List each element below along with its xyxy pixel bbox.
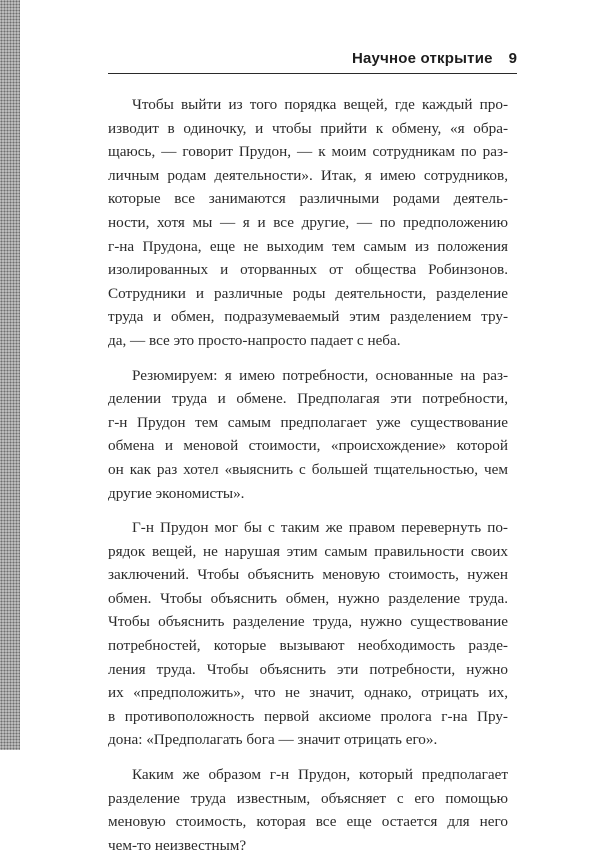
text-line: потребностей, которые вызывают необходимость разде- <box>108 637 508 655</box>
text-line: дона: «Предполагать бога — значит отрицать его». <box>108 731 438 749</box>
text-line: Резюмируем: я имею потребности, основанные на раз- <box>132 366 508 384</box>
paragraph <box>108 763 508 857</box>
text-line: Чтобы выйти из того порядка вещей, где каждый про- <box>132 96 508 113</box>
body-text <box>108 93 508 868</box>
text-line: Сотрудники и различные роды деятельности, разделение <box>108 284 508 302</box>
running-header <box>108 50 517 74</box>
text-line: другие экономисты». <box>108 484 245 502</box>
text-line: в противоположность первой аксиоме пролога г-на Пру- <box>108 707 508 725</box>
text-line: Каким же образом г-н Прудон, который предполагает <box>132 766 508 784</box>
text-line: ности, хотя мы — я и все другие, — по предположению <box>108 213 508 231</box>
text-line: их «предположить», что не значит, однако, отрицать их, <box>108 684 508 702</box>
paragraph <box>108 93 508 353</box>
paragraph <box>108 516 508 752</box>
running-title: Научное открытие <box>351 50 493 67</box>
book-spine-shadow <box>0 0 20 750</box>
paragraph <box>108 364 508 506</box>
text-line: которые все занимаются различными родами деятель- <box>108 190 508 208</box>
text-line: да, — все это просто-напросто падает с неба. <box>108 331 401 349</box>
text-line: заключений. Чтобы объяснить меновую стоимость, нужен <box>108 566 508 584</box>
text-line: изводит в одиночку, и чтобы прийти к обмену, «я обра- <box>108 119 508 137</box>
text-line: труда и обмен, подразумеваемый этим разделением тру- <box>108 308 508 326</box>
text-line: чем-то неизвестным? <box>108 836 247 854</box>
text-line: меновую стоимость, которая все еще остается для него <box>108 813 508 831</box>
text-line: Г-н Прудон мог бы с таким же правом перевернуть по- <box>132 519 508 537</box>
text-line: обмена и меновой стоимости, «происхождение» которой <box>108 437 508 455</box>
text-line: разделение труда известным, объясняет с его помощью <box>108 789 508 807</box>
text-line: обмен. Чтобы объяснить обмен, нужно разделение труда. <box>108 589 508 607</box>
text-line: ления труда. Чтобы объяснить эти потребности, нужно <box>108 660 508 678</box>
book-page <box>20 0 600 854</box>
text-line: Чтобы объяснить разделение труда, нужно существование <box>108 613 508 631</box>
text-line: он как раз хотел «выяснить с большей тщательностью, чем <box>108 460 508 478</box>
text-line: щаюсь, — говорит Прудон, — к моим сотрудникам по раз- <box>108 143 508 161</box>
text-line: рядок вещей, не нарушая этим самым правильности своих <box>108 542 508 560</box>
text-line: г-н Прудон тем самым предполагает уже существование <box>108 413 508 431</box>
text-line: г-на Прудона, еще не выходим тем самым из положения <box>108 237 508 255</box>
text-line: личным родам деятельности». Итак, я имею сотрудников, <box>108 166 508 184</box>
text-line: делении труда и обмене. Предполагая эти потребности, <box>108 390 508 408</box>
text-line: изолированных и оторванных от общества Робинзонов. <box>108 261 508 279</box>
page-number: 9 <box>508 50 517 67</box>
